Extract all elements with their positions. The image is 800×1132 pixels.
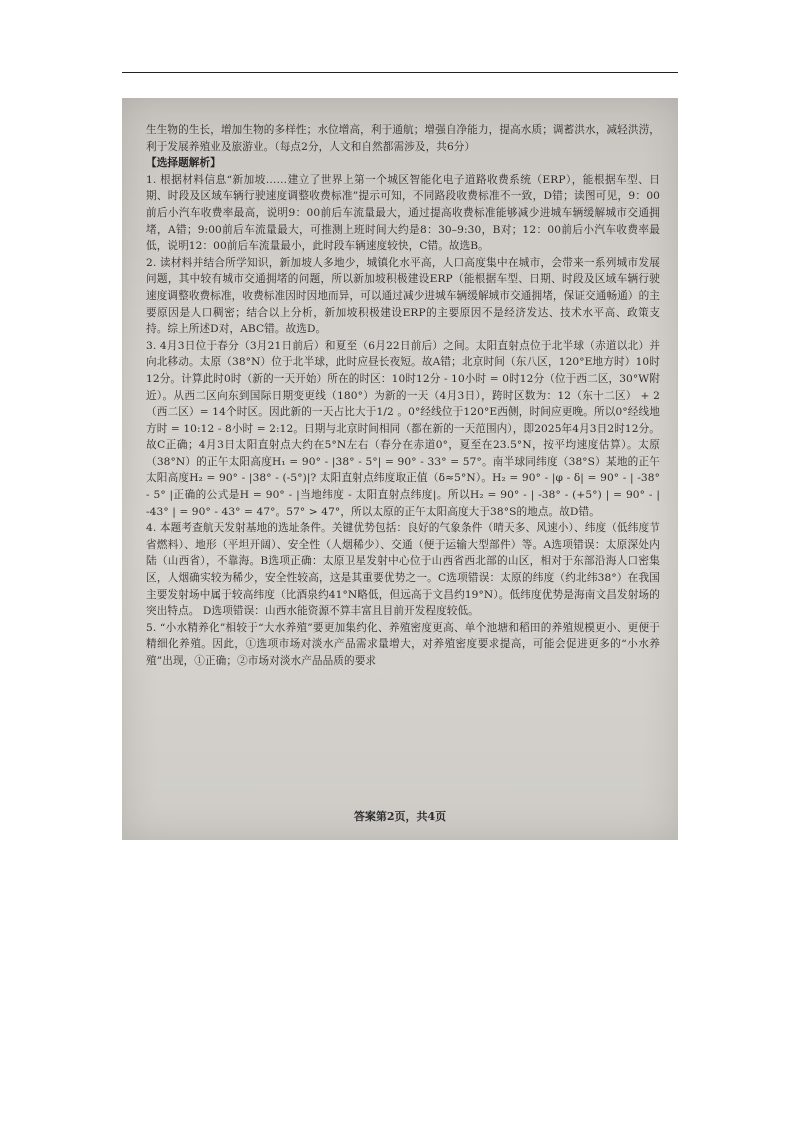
answer-1: 1. 根据材料信息“新加坡……建立了世界上第一个城区智能化电子道路收费系统（ERP），能根据车型、日期、时段及区域车辆行驶速度调整收费标准”提示可知，不同路段收费标准不一致，D错；读图可见，9：00前后小汽车收费率最高，说明9：00前后车流量最大，通过提高收费标准能够减少进城车辆缓解城市交通拥堵，A错；9:00前后车流量最大，可推测上班时间大约是8：30–9:30，B对；12：00前后小汽车收费率最低，说明12：00前后车流量最小，此时段车辆速度较快，C错。故选B。 bbox=[146, 173, 660, 253]
answer-5: 5. “小水精养化”相较于“大水养殖”要更加集约化、养殖密度更高、单个池塘和稻田的养殖规模更小、更便于精细化养殖。因此，①选项市场对淡水产品需求量增大，对养殖密度要求提高，可能会促进更多的“小水养殖”出现，①正确；②市场对淡水产品品质的要求 bbox=[146, 621, 660, 667]
paragraph-continuation: 生生物的生长，增加生物的多样性；水位增高，利于通航；增强自净能力，提高水质；调蓄洪水，减轻洪涝，利于发展养殖业及旅游业。（每点2分，人文和自然都需涉及，共6分） bbox=[146, 124, 660, 153]
document-photo bbox=[122, 98, 678, 840]
answer-text bbox=[146, 122, 660, 670]
top-rule bbox=[122, 72, 678, 73]
answer-4: 4. 本题考查航天发射基地的选址条件。关键优势包括：良好的气象条件（晴天多、风速小）、纬度（低纬度节省燃料）、地形（平坦开阔）、安全性（人烟稀少）、交通（便于运输大型部件）等。A选项错误：太原深处内陆（山西省），不靠海。B选项正确：太原卫星发射中心位于山西省西北部的山区，相对于东部沿海人口密集区，人烟确实较为稀少，安全性较高，这是其重要优势之一。C选项错误：太原的纬度（约北纬38°）在我国主要发射场中属于较高纬度（比酒泉约41°N略低，但远高于文昌约19°N）。低纬度优势是海南文昌发射场的突出特点。 D选项错误：山西水能资源不算丰富且目前开发程度较低。 bbox=[146, 522, 660, 618]
section-heading: 【选择题解析】 bbox=[146, 157, 221, 170]
page-footer: 答案第2页，共4页 bbox=[353, 810, 447, 823]
answer-2: 2. 读材料并结合所学知识，新加坡人多地少，城镇化水平高，人口高度集中在城市，会带来一系列城市发展问题，其中较有城市交通拥堵的问题，所以新加坡积极建设ERP（能根据车型、日期、时段及区域车辆行驶速度调整收费标准，收费标准因时因地而异，可以通过减少进城车辆缓解城市交通拥堵，保证交通畅通）的主要原因是人口稠密；结合以上分析，新加坡积极建设ERP的主要原因不是经济发达、技术水平高、政策支持。综上所述D对，ABC错。故选D。 bbox=[146, 256, 660, 336]
answer-3: 3. 4月3日位于春分（3月21日前后）和夏至（6月22日前后）之间。太阳直射点位于北半球（赤道以北）并向北移动。太原（38°N）位于北半球，此时应昼长夜短。故A错；北京时间（东八区，120°E地方时）10时12分。计算此时0时（新的一天开始）所在的时区：10时12分 - 10小时 = 0时12分（位于西二区，30°W附近）。从西二区向东到国际日期变更线（180°）为新的一天（4月3日），跨时区数为：12（东十二区） + 2（西二区）= 14个时区。因此新的一天占比大于1/2 。0°经线位于120°E西侧，时间应更晚。所以0°经线地方时 = 10:12 - 8小时 = 2:12。日期与北京时间相同（都在新的一天范围内），即2025年4月3日2时12分。故C正确；4月3日太阳直射点大约在5°N左右（春分在赤道0°，夏至在23.5°N，按平均速度估算）。太原（38°N）的正午太阳高度H₁ = 90° - |38° - 5°| = 90° - 33° = 57°。南半球同纬度（38°S）某地的正午太阳高度H₂ = 90° - |38° - (-5°)|? 太阳直射点纬度取正值（δ≈5°N）。H₂ = 90° - |φ - δ| = 90° - | -38° - 5° |正确的公式是H = 90° - |当地纬度 - 太阳直射点纬度|。所以H₂ = 90° - | -38° - (+5°) | = 90° - | -43° | = 90° - 43° = 47°。57° > 47°，所以太原的正午太阳高度大于38°S的地点。故D错。 bbox=[146, 339, 660, 518]
